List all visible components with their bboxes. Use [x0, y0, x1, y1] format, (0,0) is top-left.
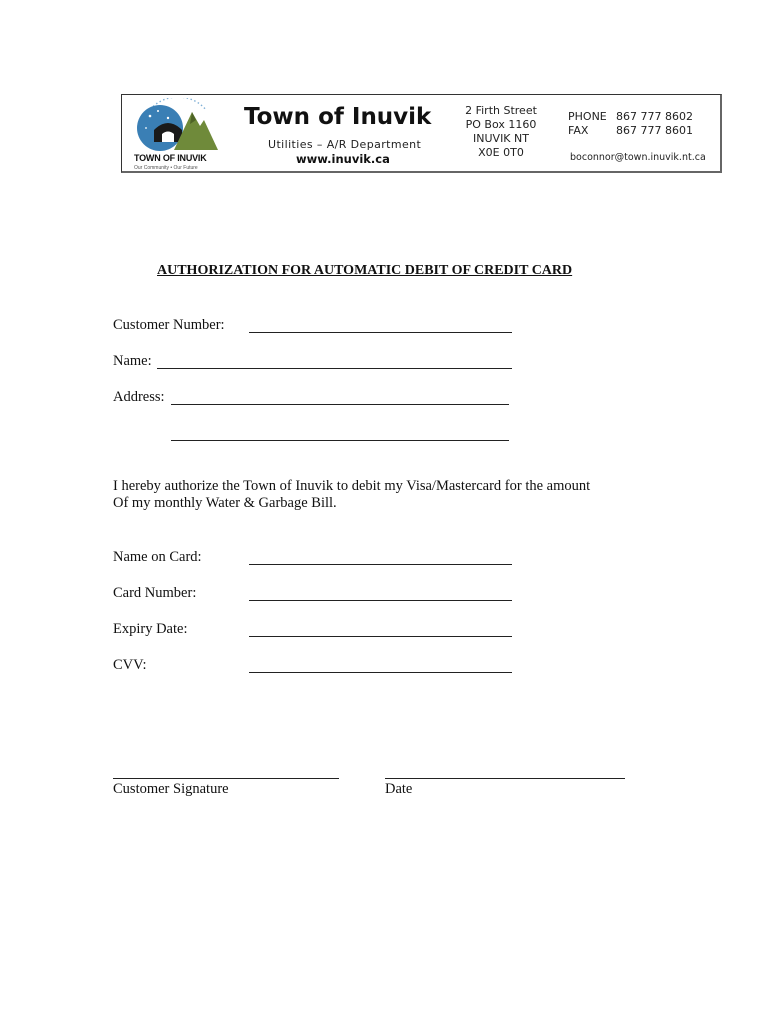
- cvv-field[interactable]: [249, 672, 512, 673]
- authorization-line: I hereby authorize the Town of Inuvik to debit my Visa/Mastercard for the amount: [113, 478, 591, 494]
- cvv-label: CVV:: [113, 657, 147, 673]
- department-label: Utilities – A/R Department: [268, 138, 422, 151]
- customer-number-label: Customer Number:: [113, 317, 225, 333]
- expiry-date-field[interactable]: [249, 636, 512, 637]
- authorization-line: Of my monthly Water & Garbage Bill.: [113, 495, 337, 511]
- customer-number-field[interactable]: [249, 332, 512, 333]
- address-line: X0E 0T0: [478, 146, 524, 159]
- address-field-line-1[interactable]: [171, 404, 509, 405]
- form-title: AUTHORIZATION FOR AUTOMATIC DEBIT OF CREDIT CARD: [157, 263, 573, 278]
- name-label: Name:: [113, 353, 152, 369]
- expiry-date-label: Expiry Date:: [113, 621, 188, 637]
- address-label: Address:: [113, 389, 165, 405]
- name-field[interactable]: [157, 368, 512, 369]
- fax-label: FAX: [568, 124, 589, 137]
- phone-number: 867 777 8602: [616, 110, 693, 123]
- org-title: Town of Inuvik: [244, 104, 432, 130]
- card-number-field[interactable]: [249, 600, 512, 601]
- logo-tagline: Our Community • Our Future: [134, 165, 198, 171]
- card-number-label: Card Number:: [113, 585, 197, 601]
- date-label: Date: [385, 781, 413, 797]
- fax-number: 867 777 8601: [616, 124, 693, 137]
- signature-label: Customer Signature: [113, 781, 229, 797]
- website-link[interactable]: www.inuvik.ca: [296, 152, 390, 166]
- address-line: 2 Firth Street: [465, 104, 537, 117]
- contact-info: [568, 110, 693, 138]
- phone-label: PHONE: [568, 110, 607, 123]
- name-on-card-label: Name on Card:: [113, 549, 202, 565]
- address-line: PO Box 1160: [465, 118, 537, 131]
- name-on-card-field[interactable]: [249, 564, 512, 565]
- email-address[interactable]: boconnor@town.inuvik.nt.ca: [570, 152, 706, 163]
- address-line: INUVIK NT: [473, 132, 529, 145]
- signature-field[interactable]: [113, 778, 339, 779]
- address-field-line-2[interactable]: [171, 440, 509, 441]
- date-field[interactable]: [385, 778, 625, 779]
- logo-caption: TOWN OF INUVIK: [134, 153, 207, 163]
- authorization-statement: [113, 478, 673, 512]
- mailing-address: [458, 104, 544, 160]
